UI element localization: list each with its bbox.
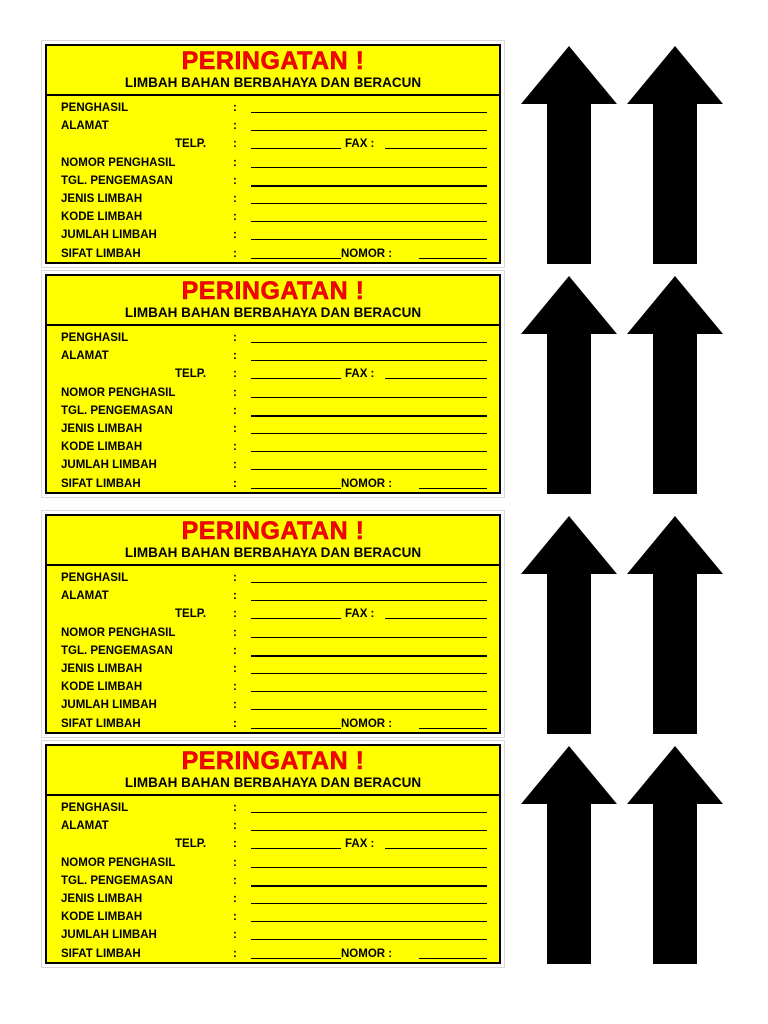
colon: : [233, 386, 237, 399]
label-fields [47, 96, 499, 264]
blank-line-tgl-pengemasan [251, 185, 487, 187]
blank-line-sifat-limbah [251, 488, 341, 489]
row-jumlah-limbah [47, 457, 499, 475]
blank-line-alamat [251, 360, 487, 361]
row-telp-fax [47, 836, 499, 854]
colon: : [233, 138, 237, 151]
field-label-tgl-pengemasan: TGL. PENGEMASAN [61, 874, 173, 887]
row-nomor-penghasil [47, 155, 499, 173]
blank-line-jenis-limbah [251, 203, 487, 204]
field-label-sifat-limbah: SIFAT LIMBAH [61, 717, 141, 730]
row-jenis-limbah [47, 191, 499, 209]
colon: : [233, 174, 237, 187]
field-label-penghasil: PENGHASIL [61, 572, 129, 584]
row-penghasil [47, 570, 499, 588]
field-label-tgl-pengemasan: TGL. PENGEMASAN [61, 174, 173, 187]
row-kode-limbah [47, 679, 499, 697]
field-label-jenis-limbah: JENIS LIMBAH [61, 422, 143, 435]
blank-line-jumlah-limbah [251, 469, 487, 470]
label-fields [47, 326, 499, 494]
colon: : [233, 644, 237, 657]
field-label-telp: TELP. [175, 138, 207, 151]
blank-line-kode-limbah [251, 451, 487, 452]
row-jumlah-limbah [47, 227, 499, 245]
colon: : [233, 681, 237, 694]
blank-line-fax [385, 378, 487, 379]
up-arrow [521, 516, 617, 734]
field-label-tgl-pengemasan: TGL. PENGEMASAN [61, 644, 173, 657]
field-label-tgl-pengemasan: TGL. PENGEMASAN [61, 404, 173, 417]
up-arrow [627, 746, 723, 964]
row-alamat [47, 118, 499, 136]
field-label-jenis-limbah: JENIS LIMBAH [61, 192, 143, 205]
blank-line-telp [251, 618, 341, 619]
field-label-nomor-penghasil: NOMOR PENGHASIL [61, 386, 176, 399]
blank-line-alamat [251, 600, 487, 601]
row-nomor-penghasil [47, 625, 499, 643]
field-label-jenis-limbah: JENIS LIMBAH [61, 892, 143, 905]
row-telp-fax [47, 136, 499, 154]
blank-line-tgl-pengemasan [251, 885, 487, 887]
blank-line-tgl-pengemasan [251, 415, 487, 417]
blank-line-nomor [419, 728, 487, 729]
field-label-sifat-limbah: SIFAT LIMBAH [61, 477, 141, 490]
row-sifat-limbah [47, 246, 499, 264]
field-label-nomor: NOMOR : [341, 947, 393, 960]
field-label-kode-limbah: KODE LIMBAH [61, 681, 143, 694]
row-penghasil [47, 100, 499, 118]
row-tgl-pengemasan [47, 173, 499, 191]
warning-label [45, 274, 501, 494]
row-jumlah-limbah [47, 927, 499, 945]
label-header [47, 746, 499, 796]
blank-line-jumlah-limbah [251, 239, 487, 240]
colon: : [233, 120, 237, 133]
colon: : [233, 911, 237, 924]
blank-line-jenis-limbah [251, 673, 487, 674]
row-telp-fax [47, 366, 499, 384]
label-fields [47, 566, 499, 734]
blank-line-nomor [419, 258, 487, 259]
blank-line-nomor-penghasil [251, 397, 487, 398]
colon: : [233, 608, 237, 621]
blank-line-jenis-limbah [251, 903, 487, 904]
blank-line-sifat-limbah [251, 728, 341, 729]
colon: : [233, 477, 237, 490]
blank-line-jumlah-limbah [251, 939, 487, 940]
row-jenis-limbah [47, 891, 499, 909]
blank-line-penghasil [251, 342, 487, 343]
blank-line-fax [385, 148, 487, 149]
colon: : [233, 368, 237, 381]
row-kode-limbah [47, 439, 499, 457]
arrow-up-icon [521, 276, 617, 494]
row-penghasil [47, 330, 499, 348]
row-alamat [47, 348, 499, 366]
blank-line-fax [385, 618, 487, 619]
blank-line-nomor [419, 958, 487, 959]
colon: : [233, 892, 237, 905]
label-title: PERINGATAN ! [181, 747, 365, 775]
field-label-nomor-penghasil: NOMOR PENGHASIL [61, 626, 176, 639]
field-label-jumlah-limbah: JUMLAH LIMBAH [61, 699, 157, 712]
field-label-jenis-limbah: JENIS LIMBAH [61, 662, 143, 675]
colon: : [233, 192, 237, 205]
row-tgl-pengemasan [47, 643, 499, 661]
blank-line-nomor-penghasil [251, 637, 487, 638]
warning-label [45, 44, 501, 264]
colon: : [233, 459, 237, 472]
field-label-fax: FAX : [345, 608, 375, 621]
field-label-sifat-limbah: SIFAT LIMBAH [61, 947, 141, 960]
row-alamat [47, 588, 499, 606]
blank-line-telp [251, 378, 341, 379]
field-label-fax: FAX : [345, 368, 375, 381]
blank-line-alamat [251, 830, 487, 831]
row-jenis-limbah [47, 661, 499, 679]
arrow-up-icon [521, 46, 617, 264]
row-tgl-pengemasan [47, 873, 499, 891]
field-label-fax: FAX : [345, 138, 375, 151]
arrow-up-icon [627, 46, 723, 264]
field-label-telp: TELP. [175, 368, 207, 381]
row-nomor-penghasil [47, 855, 499, 873]
warning-label [45, 744, 501, 964]
blank-line-nomor-penghasil [251, 867, 487, 868]
up-arrow [627, 516, 723, 734]
field-label-kode-limbah: KODE LIMBAH [61, 911, 143, 924]
label-subtitle: LIMBAH BAHAN BERBAHAYA DAN BERACUN [124, 775, 422, 790]
colon: : [233, 332, 237, 344]
row-kode-limbah [47, 209, 499, 227]
field-label-alamat: ALAMAT [61, 590, 109, 603]
blank-line-jumlah-limbah [251, 709, 487, 710]
colon: : [233, 626, 237, 639]
field-label-alamat: ALAMAT [61, 820, 109, 833]
colon: : [233, 156, 237, 169]
colon: : [233, 211, 237, 224]
row-sifat-limbah [47, 476, 499, 494]
row-sifat-limbah [47, 716, 499, 734]
up-arrow [521, 276, 617, 494]
blank-line-jenis-limbah [251, 433, 487, 434]
blank-line-kode-limbah [251, 691, 487, 692]
field-label-alamat: ALAMAT [61, 120, 109, 133]
label-header [47, 516, 499, 566]
colon: : [233, 247, 237, 260]
colon: : [233, 947, 237, 960]
row-kode-limbah [47, 909, 499, 927]
blank-line-kode-limbah [251, 921, 487, 922]
field-label-telp: TELP. [175, 838, 207, 851]
label-title: PERINGATAN ! [181, 47, 365, 75]
field-label-jumlah-limbah: JUMLAH LIMBAH [61, 229, 157, 242]
label-subtitle: LIMBAH BAHAN BERBAHAYA DAN BERACUN [124, 305, 422, 320]
up-arrow [521, 746, 617, 964]
row-jenis-limbah [47, 421, 499, 439]
colon: : [233, 229, 237, 242]
colon: : [233, 422, 237, 435]
field-label-nomor-penghasil: NOMOR PENGHASIL [61, 156, 176, 169]
label-header [47, 276, 499, 326]
blank-line-alamat [251, 130, 487, 131]
label-header [47, 46, 499, 96]
colon: : [233, 929, 237, 942]
arrow-up-icon [521, 516, 617, 734]
field-label-nomor: NOMOR : [341, 247, 393, 260]
row-telp-fax [47, 606, 499, 624]
field-label-sifat-limbah: SIFAT LIMBAH [61, 247, 141, 260]
colon: : [233, 856, 237, 869]
label-title: PERINGATAN ! [181, 277, 365, 305]
blank-line-fax [385, 848, 487, 849]
row-alamat [47, 818, 499, 836]
up-arrow [521, 46, 617, 264]
colon: : [233, 441, 237, 454]
field-label-penghasil: PENGHASIL [61, 332, 129, 344]
colon: : [233, 802, 237, 814]
colon: : [233, 662, 237, 675]
up-arrow [627, 276, 723, 494]
blank-line-nomor [419, 488, 487, 489]
colon: : [233, 102, 237, 114]
field-label-jumlah-limbah: JUMLAH LIMBAH [61, 929, 157, 942]
colon: : [233, 699, 237, 712]
label-fields [47, 796, 499, 964]
colon: : [233, 820, 237, 833]
blank-line-tgl-pengemasan [251, 655, 487, 657]
field-label-alamat: ALAMAT [61, 350, 109, 363]
field-label-kode-limbah: KODE LIMBAH [61, 441, 143, 454]
arrow-up-icon [627, 746, 723, 964]
colon: : [233, 590, 237, 603]
field-label-jumlah-limbah: JUMLAH LIMBAH [61, 459, 157, 472]
row-tgl-pengemasan [47, 403, 499, 421]
blank-line-sifat-limbah [251, 958, 341, 959]
blank-line-penghasil [251, 112, 487, 113]
label-subtitle: LIMBAH BAHAN BERBAHAYA DAN BERACUN [124, 545, 422, 560]
colon: : [233, 572, 237, 584]
blank-line-nomor-penghasil [251, 167, 487, 168]
up-arrow [627, 46, 723, 264]
field-label-penghasil: PENGHASIL [61, 802, 129, 814]
colon: : [233, 838, 237, 851]
field-label-nomor: NOMOR : [341, 477, 393, 490]
arrow-up-icon [627, 276, 723, 494]
field-label-nomor: NOMOR : [341, 717, 393, 730]
blank-line-kode-limbah [251, 221, 487, 222]
colon: : [233, 717, 237, 730]
row-penghasil [47, 800, 499, 818]
field-label-telp: TELP. [175, 608, 207, 621]
colon: : [233, 874, 237, 887]
blank-line-penghasil [251, 812, 487, 813]
row-sifat-limbah [47, 946, 499, 964]
label-subtitle: LIMBAH BAHAN BERBAHAYA DAN BERACUN [124, 75, 422, 90]
row-nomor-penghasil [47, 385, 499, 403]
label-title: PERINGATAN ! [181, 517, 365, 545]
blank-line-telp [251, 148, 341, 149]
row-jumlah-limbah [47, 697, 499, 715]
field-label-nomor-penghasil: NOMOR PENGHASIL [61, 856, 176, 869]
field-label-penghasil: PENGHASIL [61, 102, 129, 114]
arrow-up-icon [521, 746, 617, 964]
blank-line-penghasil [251, 582, 487, 583]
field-label-kode-limbah: KODE LIMBAH [61, 211, 143, 224]
blank-line-telp [251, 848, 341, 849]
warning-label [45, 514, 501, 734]
arrow-up-icon [627, 516, 723, 734]
colon: : [233, 350, 237, 363]
blank-line-sifat-limbah [251, 258, 341, 259]
colon: : [233, 404, 237, 417]
field-label-fax: FAX : [345, 838, 375, 851]
